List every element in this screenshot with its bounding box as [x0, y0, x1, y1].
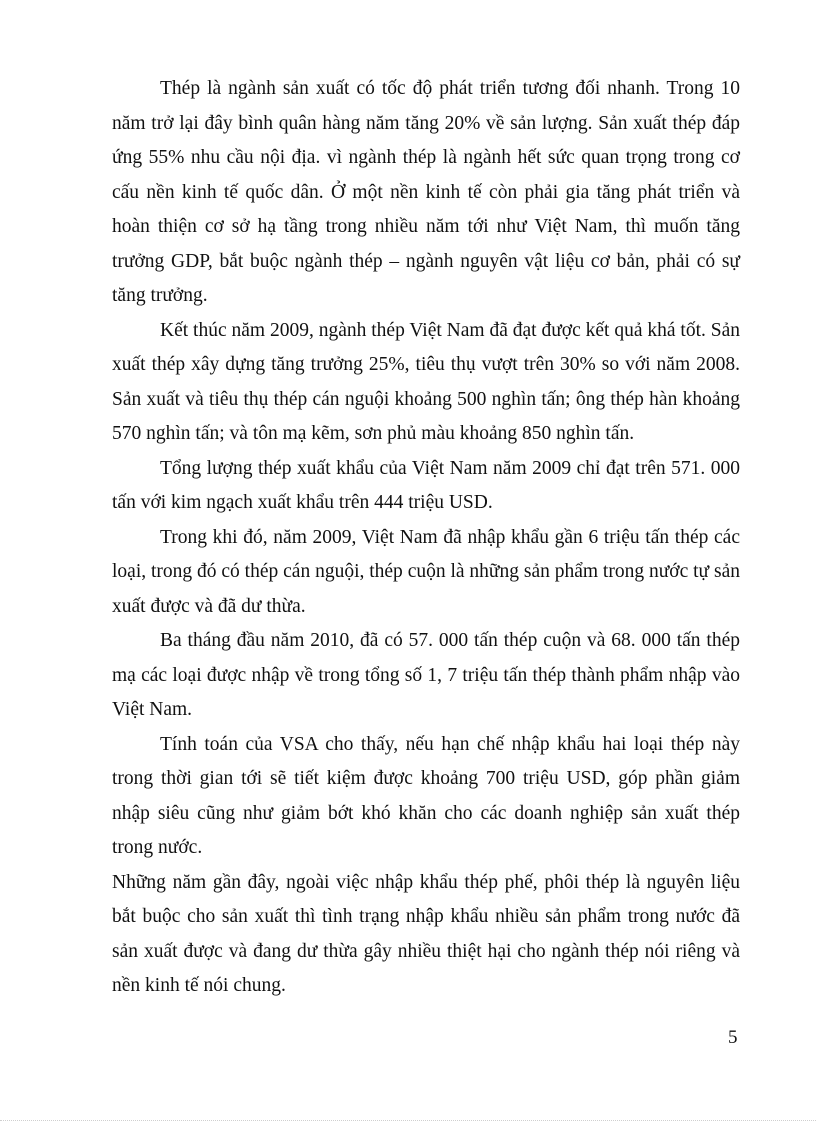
page-number: 5	[728, 1027, 738, 1048]
paragraph-export-volume: Tổng lượng thép xuất khẩu của Việt Nam năm 2009 chỉ đạt trên 571. 000 tấn với kim ngạch xuất khẩu trên 444 triệu USD.	[112, 457, 740, 513]
paragraph-steel-growth: Thép là ngành sản xuất có tốc độ phát triển tương đối nhanh. Trong 10 năm trở lại đây bình quân hàng năm tăng 20% về sản lượng. Sản xuất thép đáp ứng 55% nhu cầu nội địa. vì ngành thép là ngành hết sức quan trọng trong cơ cấu nền kinh tế quốc dân. Ở một nền kinh tế còn phải gia tăng phát triển và hoàn thiện cơ sở hạ tầng trong nhiều năm tới như Việt Nam, thì muốn tăng trưởng GDP, bắt buộc ngành thép – ngành nguyên vật liệu cơ bản, phải có sự tăng trưởng.	[112, 78, 740, 306]
paragraph-2009-imports: Trong khi đó, năm 2009, Việt Nam đã nhập khẩu gần 6 triệu tấn thép các loại, trong đó có thép cán nguội, thép cuộn là những sản phẩm trong nước tự sản xuất được và đã dư thừa.	[112, 526, 740, 617]
paragraph-2009-results: Kết thúc năm 2009, ngành thép Việt Nam đã đạt được kết quả khá tốt. Sản xuất thép xây dựng tăng trưởng 25%, tiêu thụ vượt trên 30% so với năm 2008. Sản xuất và tiêu thụ thép cán nguội khoảng 500 nghìn tấn; ông thép hàn khoảng 570 nghìn tấn; và tôn mạ kẽm, sơn phủ màu khoảng 850 nghìn tấn.	[112, 319, 740, 444]
paragraph-2010-imports: Ba tháng đầu năm 2010, đã có 57. 000 tấn thép cuộn và 68. 000 tấn thép mạ các loại được nhập về trong tổng số 1, 7 triệu tấn thép thành phẩm nhập vào Việt Nam.	[112, 630, 740, 720]
document-body	[112, 72, 740, 1004]
paragraph-import-impact: Những năm gần đây, ngoài việc nhập khẩu thép phế, phôi thép là nguyên liệu bắt buộc cho sản xuất thì tình trạng nhập khẩu nhiều sản phẩm trong nước đã sản xuất được và đang dư thừa gây nhiều thiệt hại cho ngành thép nói riêng và nền kinh tế nói chung.	[112, 871, 740, 996]
page-bottom-divider	[0, 1120, 816, 1121]
paragraph-vsa-estimate: Tính toán của VSA cho thấy, nếu hạn chế nhập khẩu hai loại thép này trong thời gian tới sẽ tiết kiệm được khoảng 700 triệu USD, góp phần giảm nhập siêu cũng như giảm bớt khó khăn cho các doanh nghiệp sản xuất thép trong nước.	[112, 733, 740, 858]
